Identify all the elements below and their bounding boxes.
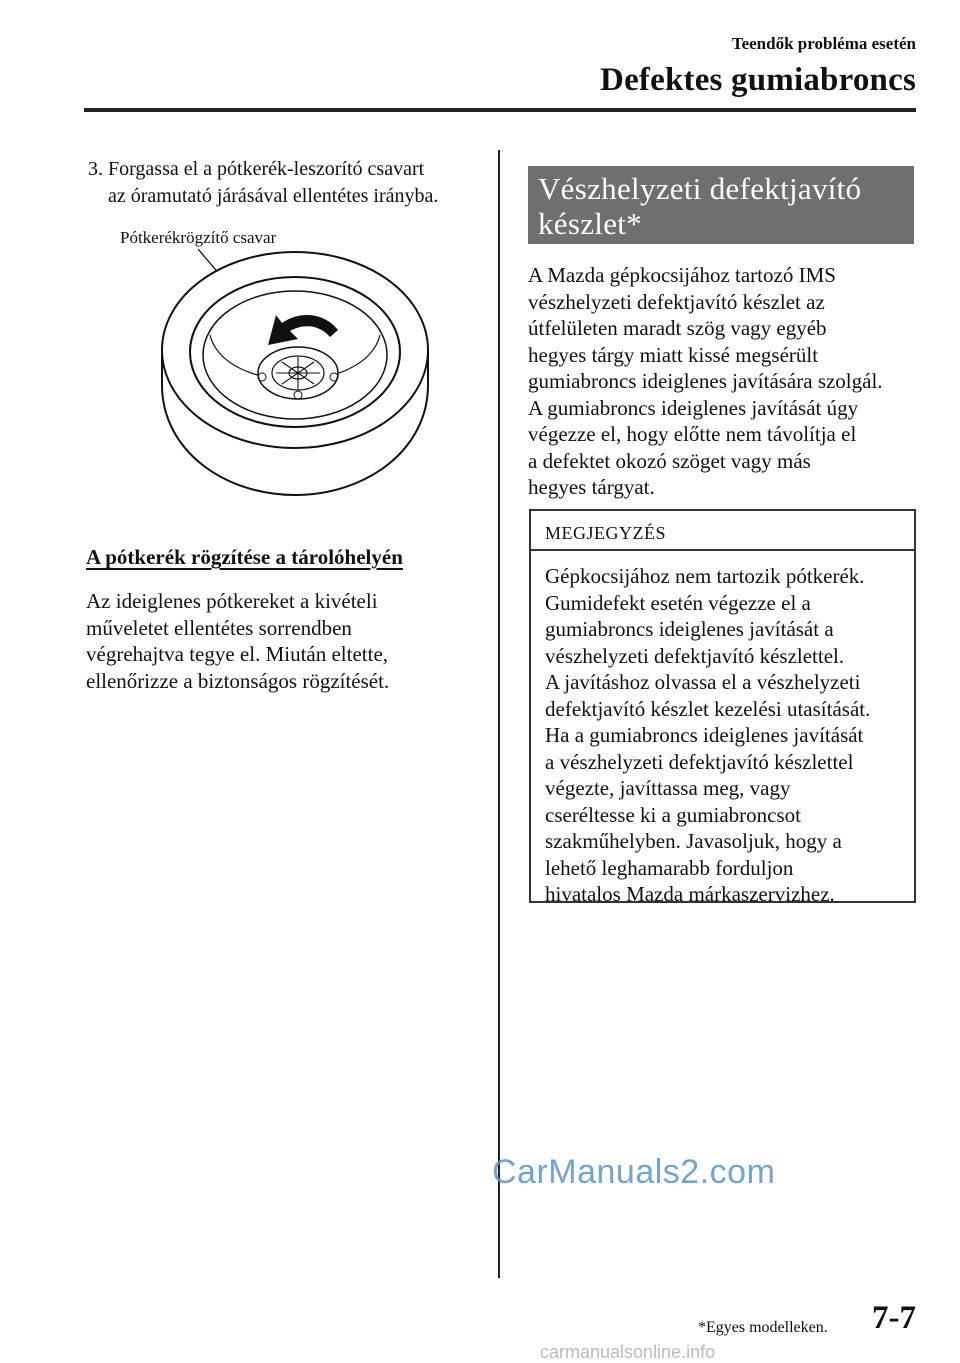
text-line: hegyes tárgy miatt kissé megsérült <box>528 342 819 367</box>
spare-tire-illustration <box>150 245 440 505</box>
note-line: Ha a gumiabroncs ideiglenes javítását <box>545 723 864 747</box>
text-line: a defektet okozó szöget vagy más <box>528 448 811 473</box>
note-line: vészhelyzeti defektjavító készlettel. <box>545 643 845 668</box>
note-line: cseréltesse ki a gumiabroncsot <box>545 802 801 827</box>
header-rule <box>84 108 916 112</box>
text-line: hegyes tárgyat. <box>528 475 655 499</box>
text-line: vészhelyzeti defektjavító készlet az <box>528 289 825 314</box>
site-watermark: carmanualsonline.info <box>540 1342 716 1362</box>
page-number: 7-7 <box>872 1300 916 1336</box>
note-line: gumiabroncs ideiglenes javítását a <box>545 617 834 641</box>
footnote: *Egyes modelleken. <box>698 1319 828 1336</box>
step-line: az óramutató járásával ellentétes irányba. <box>108 185 439 207</box>
note-line: Gépkocsijához nem tartozik pótkerék. <box>545 564 865 588</box>
text-line: ellenőrizze a biztonságos rögzítését. <box>86 668 390 693</box>
note-line: végezte, javíttassa meg, vagy <box>545 776 791 800</box>
text-line: A gumiabroncs ideiglenes javítását úgy <box>528 395 859 420</box>
note-line: Gumidefekt esetén végezze el a <box>545 590 811 615</box>
step-line: Forgassa el a pótkerék-leszorító csavart <box>108 158 425 180</box>
note-heading: MEGJEGYZÉS <box>531 511 914 551</box>
subheading: A pótkerék rögzítése a tárolóhelyén <box>86 545 403 569</box>
text-line: Az ideiglenes pótkereket a kivételi <box>86 589 378 613</box>
illustration-label: Pótkerékrögzítő csavar <box>120 228 277 247</box>
left-paragraph <box>86 588 486 694</box>
section-heading-line: Vészhelyzeti defektjavító <box>538 171 862 206</box>
note-line: hivatalos Mazda márkaszervizhez. <box>545 882 835 906</box>
text-line: útfelületen maradt szög vagy egyéb <box>528 316 827 340</box>
section-title: Defektes gumiabroncs <box>600 62 916 98</box>
text-line: gumiabroncs ideiglenes javítására szolgál. <box>528 369 883 393</box>
note-line: lehető leghamarabb forduljon <box>545 855 794 880</box>
note-line: szakműhelyben. Javasoljuk, hogy a <box>545 829 842 853</box>
right-paragraph <box>528 262 918 501</box>
step-3 <box>88 156 488 210</box>
column-divider <box>498 150 500 1278</box>
section-heading-line: készlet* <box>538 206 642 241</box>
note-body <box>531 551 914 908</box>
text-line: végezze el, hogy előtte nem távolítja el <box>528 422 857 446</box>
text-line: A Mazda gépkocsijához tartozó IMS <box>528 263 836 287</box>
note-box <box>529 509 916 906</box>
step-number: 3. <box>88 158 103 180</box>
chapter-title: Teendők probléma esetén <box>731 34 916 53</box>
note-line: A javításhoz olvassa el a vészhelyzeti <box>545 670 861 694</box>
note-line: defektjavító készlet kezelési utasítását. <box>545 696 871 721</box>
text-line: műveletet ellentétes sorrendben <box>86 615 352 640</box>
section-heading-box <box>528 166 914 244</box>
note-line: a vészhelyzeti defektjavító készlettel <box>545 749 854 774</box>
text-line: végrehajtva tegye el. Miután eltette, <box>86 642 389 666</box>
watermark: CarManuals2.com <box>492 1153 776 1191</box>
